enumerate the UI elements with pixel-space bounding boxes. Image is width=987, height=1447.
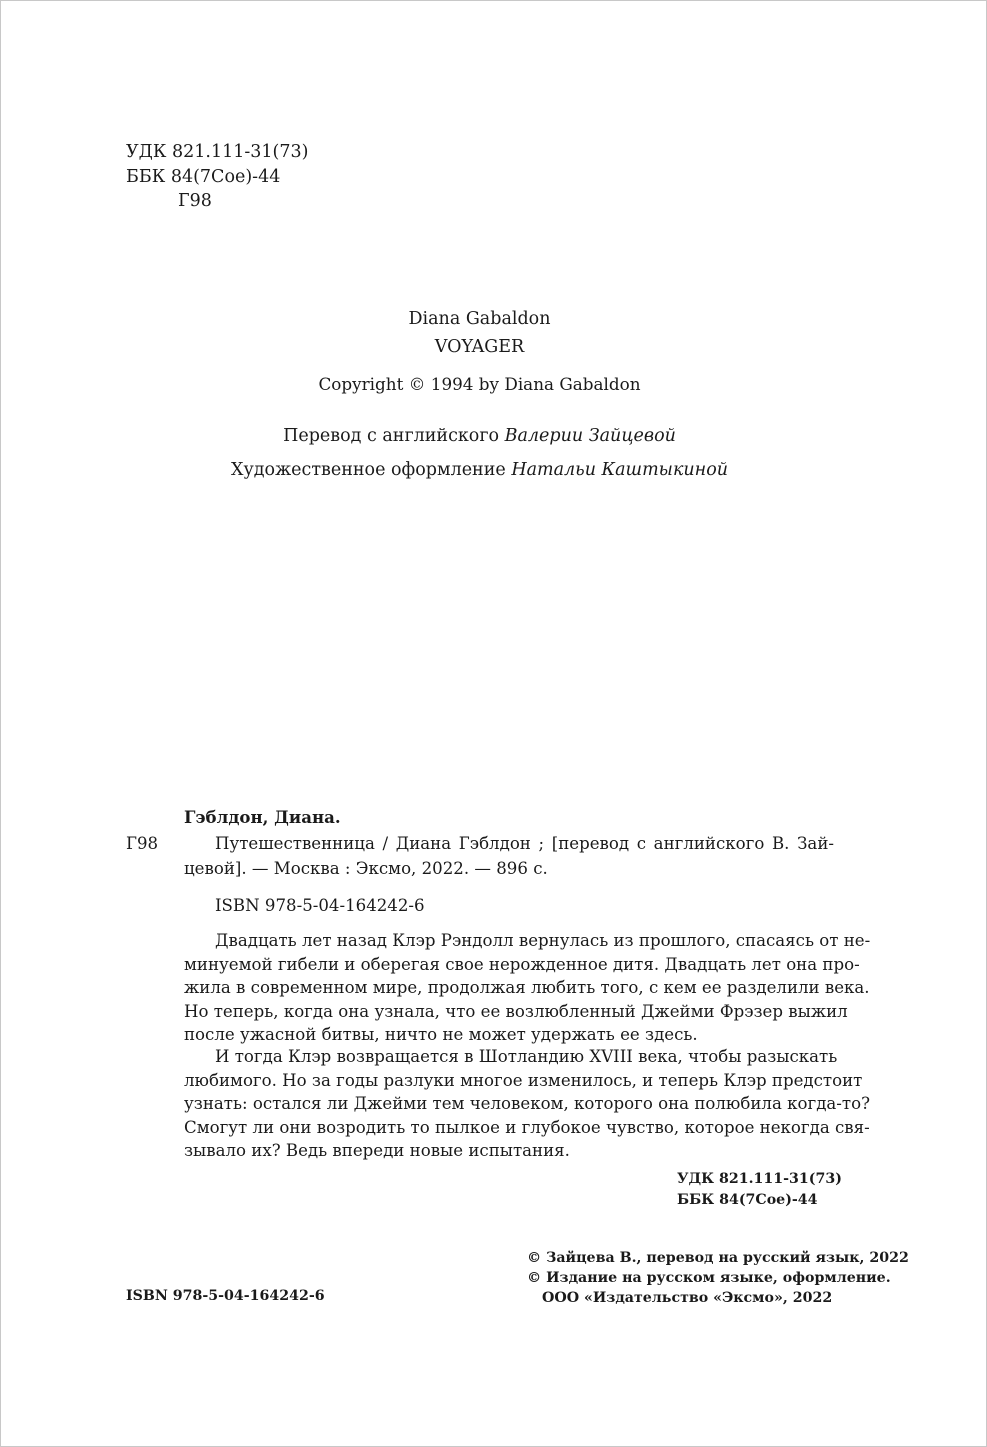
annotation-line: Двадцать лет назад Клэр Рэндолл вернулась из прошлого, спасаясь от не- bbox=[215, 931, 871, 950]
original-copyright: Copyright © 1994 by Diana Gabaldon bbox=[318, 374, 641, 394]
annotation-line: Смогут ли они возродить то пылкое и глубокое чувство, которое некогда свя- bbox=[184, 1117, 870, 1137]
header-bbk: ББК 84(7Сое)-44 bbox=[126, 167, 281, 187]
annotation-line: И тогда Клэр возвращается в Шотландию XVIII века, чтобы разыскать bbox=[215, 1047, 838, 1066]
header-author-mark: Г98 bbox=[178, 191, 212, 211]
footer-copyright-translation: © Зайцева В., перевод на русский язык, 2022 bbox=[527, 1250, 909, 1266]
annotation-line: Но теперь, когда она узнала, что ее возлюбленный Джейми Фрэзер выжил bbox=[184, 1001, 848, 1021]
annotation-line: жила в современном мире, продолжая любить того, с кем ее разделили века. bbox=[184, 978, 870, 997]
annotation-line: зывало их? Ведь впереди новые испытания. bbox=[184, 1141, 570, 1160]
original-author: Diana Gabaldon bbox=[408, 309, 551, 329]
annotation-line: после ужасной битвы, ничто не может удержать ее здесь. bbox=[184, 1025, 698, 1044]
card-bbk: ББК 84(7Сое)-44 bbox=[677, 1192, 818, 1208]
card-udk: УДК 821.111-31(73) bbox=[677, 1171, 842, 1187]
translator-name: Валерии Зайцевой bbox=[504, 426, 676, 446]
footer-publisher: ООО «Издательство «Эксмо», 2022 bbox=[542, 1290, 833, 1306]
card-heading: Гэблдон, Диана. bbox=[184, 807, 341, 827]
annotation-line: минуемой гибели и оберегая свое нерожденное дитя. Двадцать лет она про- bbox=[184, 954, 860, 974]
design-prefix: Художественное оформление bbox=[231, 460, 512, 480]
card-bibliographic-line-1: Путешественница / Диана Гэблдон ; [перевод с английского В. Зай- bbox=[215, 834, 834, 853]
annotation-paragraph-2 bbox=[184, 1045, 870, 1163]
footer-isbn: ISBN 978-5-04-164242-6 bbox=[126, 1288, 325, 1304]
annotation-line: узнать: остался ли Джейми тем человеком, которого она полюбила когда-то? bbox=[184, 1094, 870, 1113]
original-title: VOYAGER bbox=[434, 337, 525, 357]
designer-name: Натальи Каштыкиной bbox=[511, 460, 728, 480]
annotation-paragraph-1 bbox=[184, 929, 871, 1047]
annotation-line: любимого. Но за годы разлуки многое изменилось, и теперь Клэр предстоит bbox=[184, 1070, 863, 1090]
design-credit bbox=[1, 457, 958, 483]
footer-copyright-edition: © Издание на русском языке, оформление. bbox=[527, 1270, 891, 1286]
card-bibliographic-line-2: цевой]. — Москва : Эксмо, 2022. — 896 с. bbox=[184, 859, 548, 878]
translation-prefix: Перевод с английского bbox=[283, 426, 505, 446]
translation-credit bbox=[1, 423, 958, 449]
header-udk: УДК 821.111-31(73) bbox=[126, 142, 309, 162]
card-isbn: ISBN 978-5-04-164242-6 bbox=[215, 896, 425, 915]
card-author-mark: Г98 bbox=[126, 834, 159, 853]
